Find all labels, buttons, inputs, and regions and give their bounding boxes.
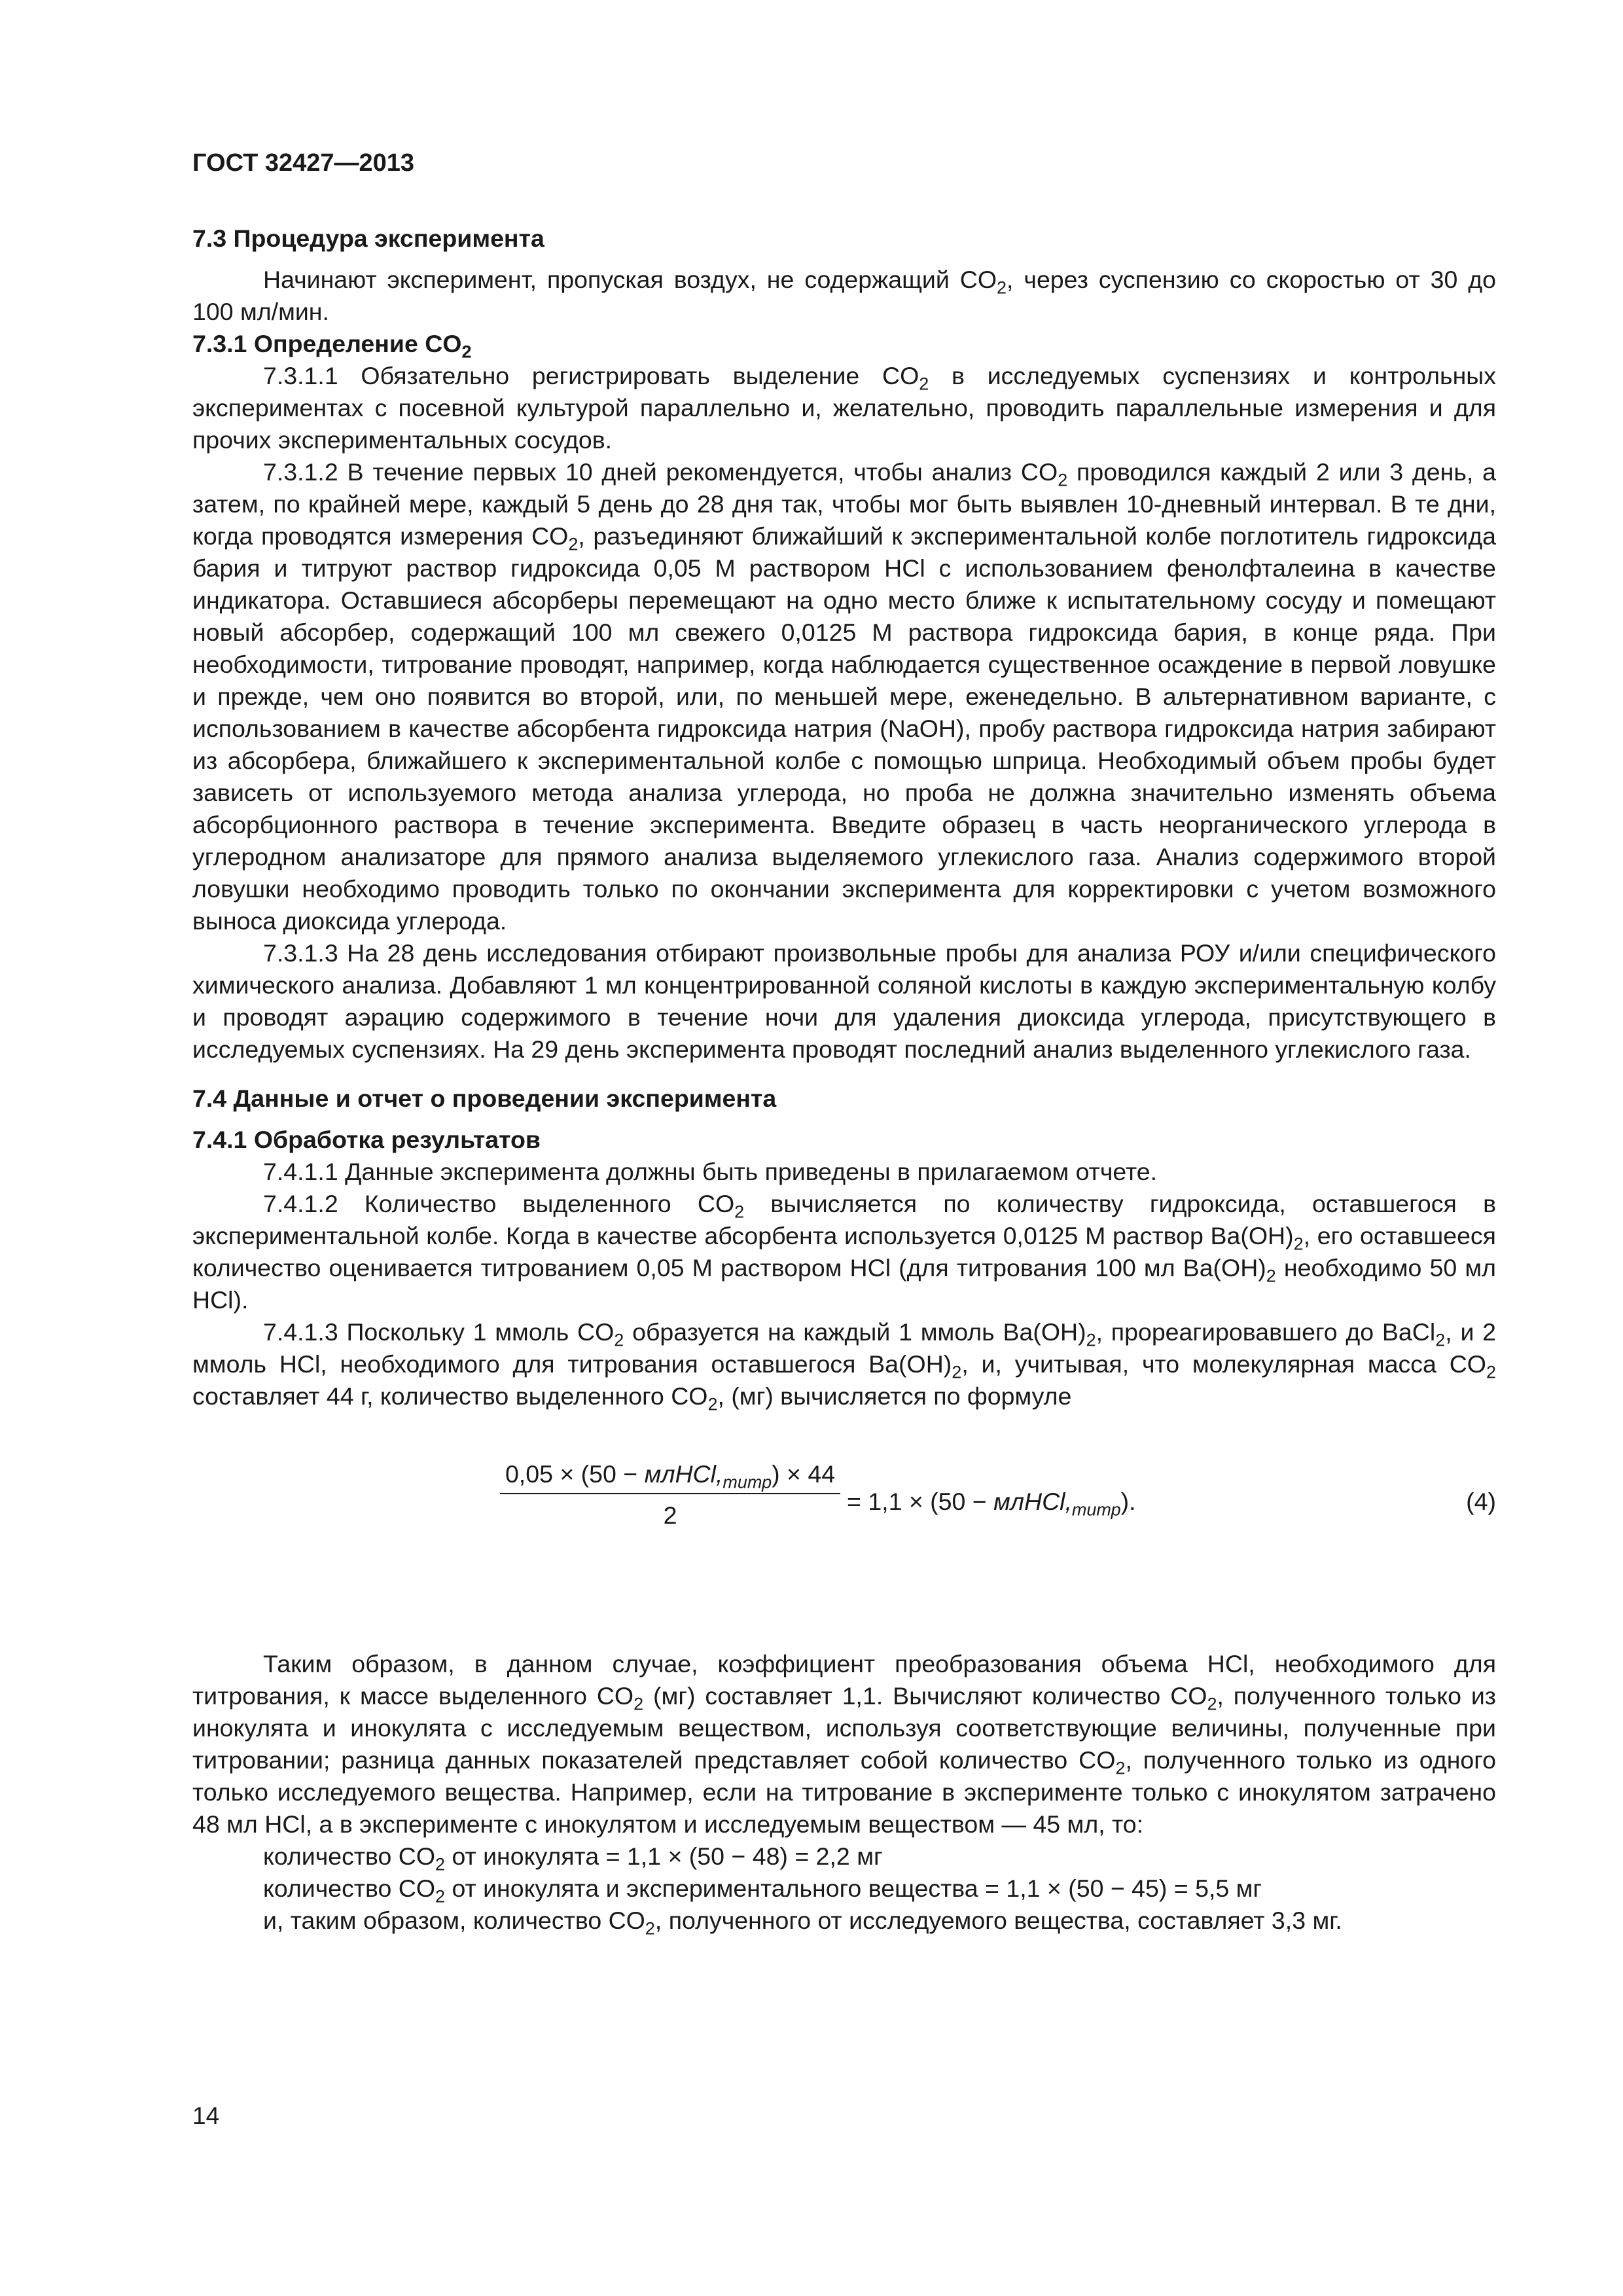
paragraph-7-4-1-2: 7.4.1.2 Количество выделенного $CO_2$ вычисляется по количеству гидроксида, оставшегося в экспериментальной колбе. Когда в качестве абсорбента используется 0,0125 М раствор $Ba(OH)_2$, его оставшееся количество оценивается титрованием 0,05 М раствором HCl (для титрования 100 мл $Ba(OH)_2$ необходимо 50 мл HCl). [192, 1190, 1496, 1314]
formula-4 [192, 1452, 1496, 1615]
document-body [192, 223, 1496, 1937]
calc-line-inoculum: количество $CO_2$ от инокулята = 1,1 × (50 − 48) = 2,2 мг [263, 1842, 883, 1874]
paragraph-conversion-factor: Таким образом, в данном случае, коэффициент преобразования объема HCl, необходимого для титрования, к массе выделенного $CO_2$ (мг) составляет 1,1. Вычисляют количество $CO_2$, полученного только из инокулята и инокулята с исследуемым веществом, используя соответствующие величины, полученные при титровании; разница данных показателей представляет собой количество $CO_2$, полученного только из одного только исследуемого вещества. Например, если на титрование в эксперименте только с инокулятом затрачено 48 мл HCl, а в эксперименте с инокулятом и исследуемым веществом — 45 мл, то: [192, 1650, 1496, 1838]
section-7-3-1-heading: 7.3.1 Определение $CO_2$ [192, 330, 472, 362]
formula-denominator: 2 [663, 1501, 677, 1529]
section-7-3-heading: 7.3 Процедура эксперимента [192, 224, 544, 252]
paragraph-7-3-1-2: 7.3.1.2 В течение первых 10 дней рекомендуется, чтобы анализ $CO_2$ проводился каждый 2 или 3 день, а затем, по крайней мере, каждый 5 день до 28 дня так, чтобы мог быть выявлен 10-дневный интервал. В те дни, когда проводятся измерения $CO_2$, разъединяют ближайший к экспериментальной колбе поглотитель гидроксида бария и титруют раствор гидроксида 0,05 М раствором HCl с использованием фенолфталеина в качестве индикатора. Оставшиеся абсорберы перемещают на одно место ближе к испытательному сосуду и помещают новый абсорбер, содержащий 100 мл свежего 0,0125 М раствора гидроксида бария, в конце ряда. При необходимости, титрование проводят, например, когда наблюдается существенное осаждение в первой ловушке и прежде, чем оно появится во второй, или, по меньшей мере, еженедельно. В альтернативном варианте, с использованием в качестве абсорбента гидроксида натрия (NaOH), пробу раствора гидроксида натрия забирают из абсорбера, ближайшего к экспериментальной колбе с помощью шприца. Необходимый объем пробы будет зависеть от используемого метода анализа углерода, но проба не должна значительно изменять объема абсорбционного раствора в течение эксперимента. Введите образец в часть неорганического углерода в углеродном анализаторе для прямого анализа выделяемого углекислого газа. Анализ содержимого второй ловушки необходимо проводить только по окончании эксперимента для корректировки с учетом возможного выноса диоксида углерода. [192, 458, 1496, 935]
paragraph-7-3-intro: Начинают эксперимент, пропуская воздух, не содержащий $CO_2$, через суспензию со скоростью от 30 до 100 мл/мин. [192, 266, 1496, 325]
paragraph-7-3-1-1: 7.3.1.1 Обязательно регистрировать выделение $CO_2$ в исследуемых суспензиях и контрольных экспериментах с посевной культурой параллельно и, желательно, проводить параллельные измерения и для прочих экспериментальных сосудов. [192, 362, 1496, 454]
equation-number: (4) [1466, 1488, 1496, 1515]
formula-right-side: = $1,1 \times (50 - млHCl,_{титр})$. [847, 1488, 1136, 1520]
calc-line-inoculum-substance: количество $CO_2$ от инокулята и экспериментального вещества = 1,1 × (50 − 45) = 5,5 мг [263, 1874, 1262, 1907]
document-header: ГОСТ 32427—2013 [192, 149, 415, 177]
paragraph-7-4-1-3: 7.4.1.3 Поскольку 1 ммоль $CO_2$ образуется на каждый 1 ммоль $Ba(OH)_2$, прореагировавшего до BaCl$_2$, и 2 ммоль HCl, необходимого для титрования оставшегося $Ba(OH)_2$, и, учитывая, что молекулярная масса $CO_2$ составляет 44 г, количество выделенного $CO_2$, (мг) вычисляется по формуле [192, 1318, 1497, 1414]
formula-numerator: $0,05 \times (50 - млHCl,_{титр}) \times 44$ [505, 1460, 836, 1492]
paragraph-7-4-1-1: 7.4.1.1 Данные эксперимента должны быть приведены в прилагаемом отчете. [263, 1158, 1158, 1185]
paragraph-7-3-1-3: 7.3.1.3 На 28 день исследования отбирают произвольные пробы для анализа РОУ и/или специфического химического анализа. Добавляют 1 мл концентрированной соляной кислоты в каждую экспериментальную колбу и проводят аэрацию содержимого в течение ночи для удаления диоксида углерода, присутствующего в исследуемых суспензиях. На 29 день эксперимента проводят последний анализ выделенного углекислого газа. [192, 939, 1496, 1063]
calc-line-result: и, таким образом, количество $CO_2$, полученного от исследуемого вещества, составляет 3,3 мг. [263, 1907, 1342, 1939]
section-7-4-heading: 7.4 Данные и отчет о проведении эксперимента [192, 1085, 777, 1112]
section-7-4-1-heading: 7.4.1 Обработка результатов [192, 1126, 541, 1153]
page-number: 14 [192, 2102, 220, 2129]
formula-fraction [500, 1458, 840, 1532]
